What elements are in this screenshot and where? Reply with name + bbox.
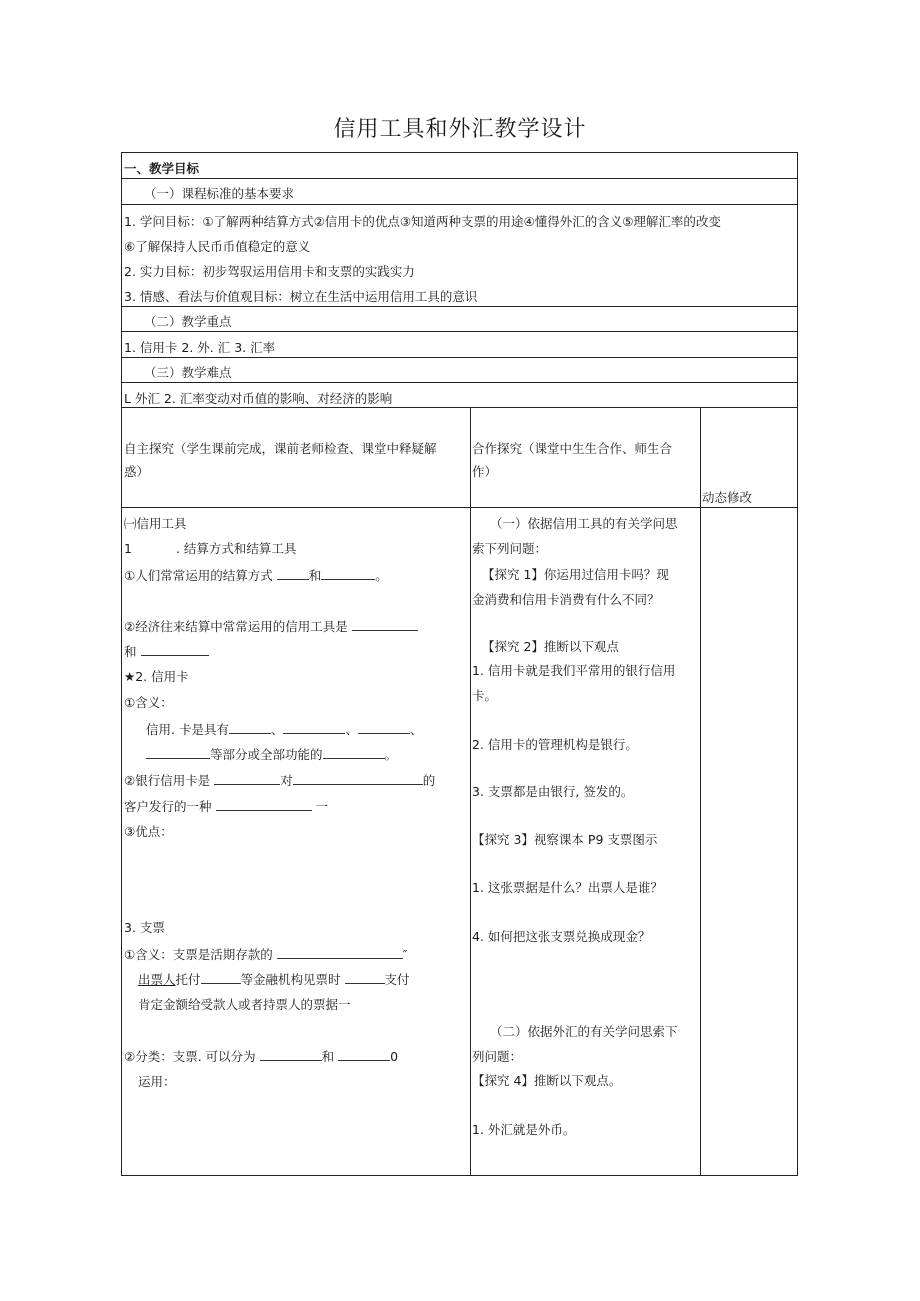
left-line-settlement: 1 . 结算方式和结算工具 <box>124 541 297 556</box>
right-line-forex-statement: 1. 外汇就是外币。 <box>472 1122 576 1137</box>
left-line-bank-card: ②银行信用卡是 对 的 <box>124 773 436 788</box>
right-line-question4: 4. 如何把这张支票兑换成现金？ <box>472 929 651 944</box>
goal-ability: 2. 实力目标：初步驾驭运用信用卡和支票的实践实力 <box>124 264 415 279</box>
left-line-credit-card: ★2. 信用卡 <box>124 669 189 684</box>
goal-attitude: 3. 情感、看法与价值观目标：树立在生活中运用信用工具的意识 <box>124 289 478 304</box>
right-line-explore3: 【探究 3】视察课本 P9 支票图示 <box>472 832 658 847</box>
right-line-statement1-b: 卡。 <box>472 688 498 703</box>
right-line-explore1-a: 【探究 1】你运用过信用卡吗？现 <box>482 567 669 582</box>
column-header-cooperation-1: 合作探究（课堂中生生合作、师生合 <box>472 441 673 456</box>
left-line-cheque: 3. 支票 <box>124 920 165 935</box>
page-title: 信用工具和外汇教学设计 <box>333 117 587 142</box>
left-line-credit-tools-used: ②经济往来结算中常常运用的信用工具是 <box>124 618 418 635</box>
left-line-issued-to: 客户发行的一种 一 <box>124 799 328 814</box>
column-header-self-study-1: 自主探究（学生课前完成，课前老师检查、课堂中释疑解 <box>124 441 437 456</box>
left-line-card-functions: 信用. 卡是具有 、 、 、 <box>146 722 423 737</box>
right-line-forex-intro-1: （二）依据外汇的有关学问思索下 <box>490 1024 678 1039</box>
left-line-cheque-meaning: ①含义：支票是活期存款的 ″ <box>124 947 408 962</box>
right-line-forex-intro-2: 列问题： <box>472 1049 523 1064</box>
difficulties-text: L 外汇 2. 汇率变动对币值的影响、对经济的影响 <box>124 391 393 406</box>
goal-knowledge-line1: 1. 学问目标：①了解两种结算方式②信用卡的优点③知道两种支票的用途④懂得外汇的含义⑤理解汇率的改变 <box>124 214 721 229</box>
subheading-keypoints: （二）教学重点 <box>144 314 232 329</box>
right-line-question1: 1. 这张票据是什么？出票人是谁？ <box>472 880 663 895</box>
subheading-standards: （一）课程标准的基本要求 <box>144 186 295 201</box>
right-line-intro-1: （一）依据信用工具的有关学问思 <box>490 516 678 531</box>
left-line-and: 和 <box>124 643 209 660</box>
left-line-cheque-types: ②分类：支票. 可以分为 和 0 <box>124 1049 399 1064</box>
subheading-difficulties: （三）教学难点 <box>144 365 232 380</box>
left-line-advantages: ③优点： <box>124 824 173 839</box>
section-heading-goals: 一、教学目标 <box>124 161 200 176</box>
column-header-self-study-2: 惑） <box>124 464 150 479</box>
right-line-explore2: 【探究 2】推断以下观点 <box>482 639 619 654</box>
right-line-statement3: 3. 支票都是由银行, 签发的。 <box>472 784 634 799</box>
left-line-card-functions-2: 等部分或全部功能的 。 <box>146 746 397 763</box>
left-line-payment: 肯定金额给受款人或者持票人的票据一 <box>138 997 351 1012</box>
left-line-settlement-methods: ①人们常常运用的结算方式 和 。 <box>124 568 388 583</box>
right-line-explore1-b: 金消费和信用卡消费有什么不同？ <box>472 592 660 607</box>
left-line-usage: 运用： <box>138 1074 176 1089</box>
right-line-intro-2: 索下列问题： <box>472 541 548 556</box>
left-line-drawer: 出票人托付 等金融机构见票时 支付 <box>138 972 410 987</box>
goal-knowledge-line2: ⑥了解保持人民币币值稳定的意义 <box>124 239 311 254</box>
left-line-meaning: ①含义： <box>124 695 173 710</box>
right-line-statement1-a: 1. 信用卡就是我们平常用的银行信用 <box>472 663 676 678</box>
right-line-explore4: 【探究 4】推断以下观点。 <box>472 1073 622 1088</box>
left-line-credit-tools: ㈠信用工具 <box>124 516 187 531</box>
column-header-revisions: 动态修改 <box>702 490 753 505</box>
lesson-plan-table <box>121 152 798 1176</box>
column-header-cooperation-2: 作） <box>472 464 498 479</box>
keypoints-text: 1. 信用卡 2. 外. 汇 3. 汇率 <box>124 340 276 355</box>
right-line-statement2: 2. 信用卡的管理机构是银行。 <box>472 737 638 752</box>
